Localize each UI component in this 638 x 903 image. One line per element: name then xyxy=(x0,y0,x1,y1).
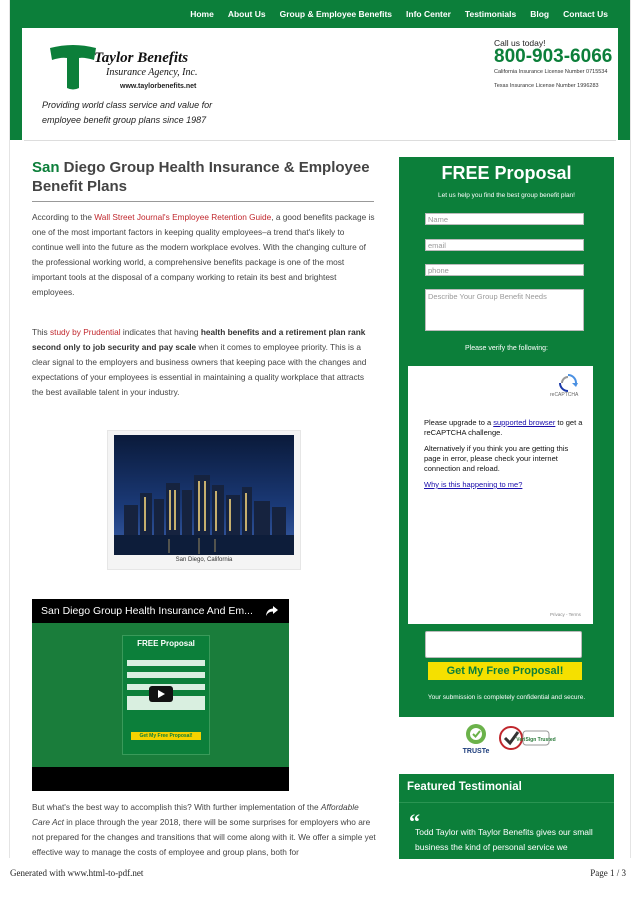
testimonial-header xyxy=(399,774,614,802)
share-icon[interactable] xyxy=(265,605,279,617)
get-free-proposal-button[interactable]: Get My Free Proposal! xyxy=(428,662,582,680)
recaptcha-message xyxy=(424,418,584,490)
testimonial-heading: Featured Testimonial xyxy=(407,781,522,793)
phone-number[interactable]: 800-903-6066 xyxy=(494,46,613,67)
proposal-title: FREE Proposal xyxy=(441,163,572,183)
title-divider xyxy=(32,201,374,202)
p2-text-start: This xyxy=(32,327,50,337)
paragraph-intro xyxy=(32,210,377,300)
p1-text-start: According to the xyxy=(32,212,95,222)
call-us-label: Call us today! xyxy=(494,38,546,48)
logo-name: Taylor Benefits xyxy=(94,50,189,66)
nav-testimonials[interactable]: Testimonials xyxy=(464,9,517,19)
p3-text-start: But what's the best way to accomplish this? With further implementation of the xyxy=(32,802,321,812)
recaptcha-icon xyxy=(558,374,578,392)
paragraph-prudential xyxy=(32,325,377,400)
tagline: Providing world class service and value for employee benefit group plans since 1987 xyxy=(42,100,213,125)
p1-text-end: , a good benefits package is one of the most important factors in keeping quality employees–a trend that's likely to continue well into the future as the modern workplace evolves. With the changing culture of the professional working world, a comprehensive benefits package is one of the most important tools at the disposal of a company working to retain its best and brightest employees. xyxy=(32,212,375,297)
phone-input[interactable]: phone xyxy=(425,264,584,276)
prudential-study-link[interactable]: study by Prudential xyxy=(49,327,121,337)
why-happening-link[interactable]: Why is this happening to me? xyxy=(424,480,523,489)
top-navigation xyxy=(10,0,630,28)
testimonial-body xyxy=(399,802,614,859)
truste-badge-icon[interactable] xyxy=(457,721,495,759)
verisign-badge-text: VeriSign Trusted xyxy=(516,737,556,743)
page-number: Page 1 / 3 xyxy=(590,868,626,878)
nav-group-employee-benefits[interactable]: Group & Employee Benefits xyxy=(279,9,393,19)
video-panel-title: FREE Proposal xyxy=(137,639,195,648)
p3-emphasis: Affordable Care Act xyxy=(32,802,359,827)
play-button-icon[interactable] xyxy=(149,686,173,702)
recaptcha-response-field[interactable] xyxy=(425,631,582,658)
p3-text-end: in place through the year 2018, there will be some surprises for employers who are not prepared for the changes and transitions that will come along with it. We offer a simple yet effective way to manage the costs of employee and group plans, both for xyxy=(32,817,376,857)
header xyxy=(24,28,616,141)
video-embed[interactable] xyxy=(32,599,289,791)
verisign-badge-icon[interactable] xyxy=(499,723,556,753)
recaptcha-widget[interactable] xyxy=(408,366,593,624)
san-diego-skyline-image xyxy=(114,435,294,555)
nav-info-center[interactable]: Info Center xyxy=(406,9,451,19)
video-panel-button: Get My Free Proposal! xyxy=(131,732,201,740)
free-proposal-sidebar xyxy=(399,157,614,774)
video-thumbnail[interactable] xyxy=(32,623,289,767)
page-title xyxy=(32,158,372,196)
video-field-name xyxy=(127,660,205,666)
quote-mark-icon: “ xyxy=(409,809,420,834)
nav-home[interactable]: Home xyxy=(190,9,214,19)
name-input[interactable]: Name xyxy=(425,213,584,225)
trust-badges xyxy=(399,717,614,774)
p2-bold-text: health benefits and a retirement plan rank second only to job security and pay scale xyxy=(32,327,366,352)
p2-text-end: when it comes to employee priority. This is a clear signal to the employers and business owners that keeping pace with the changes and expectations of your employees is essential in maintaining a quality workplace that attracts the best available talent in your industry. xyxy=(32,342,367,397)
california-license: California Insurance License Number 0715534 xyxy=(494,69,608,75)
verify-label: Please verify the following: xyxy=(465,345,548,352)
san-diego-photo-frame xyxy=(107,430,301,570)
page xyxy=(9,0,631,858)
video-field-email xyxy=(127,672,205,678)
nav-blog[interactable]: Blog xyxy=(530,9,550,19)
photo-caption: San Diego, California xyxy=(175,557,233,563)
paragraph-aca xyxy=(32,800,377,860)
page-title-rest: Diego Group Health Insurance & Employee Benefit Plans xyxy=(32,159,370,195)
supported-browser-link[interactable]: supported browser xyxy=(493,418,556,427)
nav-about-us[interactable]: About Us xyxy=(227,9,266,19)
truste-badge-text: TRUSTe xyxy=(462,748,490,755)
wsj-retention-guide-link[interactable]: Wall Street Journal's Employee Retention Guide xyxy=(94,212,272,222)
recaptcha-upgrade-message xyxy=(424,418,584,438)
logo-t-icon xyxy=(48,44,98,92)
logo-subtitle: Insurance Agency, Inc. xyxy=(106,67,198,78)
email-input[interactable]: email xyxy=(425,239,584,251)
captcha-msg1-start: Please upgrade to a xyxy=(424,418,494,427)
logo-url: www.taylorbenefits.net xyxy=(120,83,197,90)
company-logo[interactable] xyxy=(40,40,212,96)
video-title[interactable]: San Diego Group Health Insurance And Em... xyxy=(41,605,253,617)
header-green-edge-right xyxy=(618,28,630,140)
nav-contact-us[interactable]: Contact Us xyxy=(563,9,608,19)
header-green-edge-left xyxy=(10,28,22,140)
privacy-terms-link[interactable]: Privacy - Terms xyxy=(550,612,581,617)
page-title-city: San xyxy=(32,159,60,176)
proposal-subtitle: Let us help you find the best group benefit plan! xyxy=(438,192,575,199)
captcha-msg1-end: to get a reCAPTCHA challenge. xyxy=(424,418,583,437)
needs-textarea[interactable]: Describe Your Group Benefit Needs xyxy=(425,289,584,331)
pdf-generator-credit: Generated with www.html-to-pdf.net xyxy=(10,868,144,878)
recaptcha-alt-message: Alternatively if you think you are getting this page in error, please check your internet connection and reload. xyxy=(424,444,569,473)
p2-text-mid: indicates that having xyxy=(120,327,201,337)
testimonial-text: Todd Taylor with Taylor Benefits gives our small business the kind of personal service we xyxy=(415,827,593,852)
recaptcha-label: reCAPTCHA xyxy=(550,392,579,398)
confidential-note: Your submission is completely confidential and secure. xyxy=(427,694,586,701)
texas-license: Texas Insurance License Number 1996283 xyxy=(494,83,599,89)
